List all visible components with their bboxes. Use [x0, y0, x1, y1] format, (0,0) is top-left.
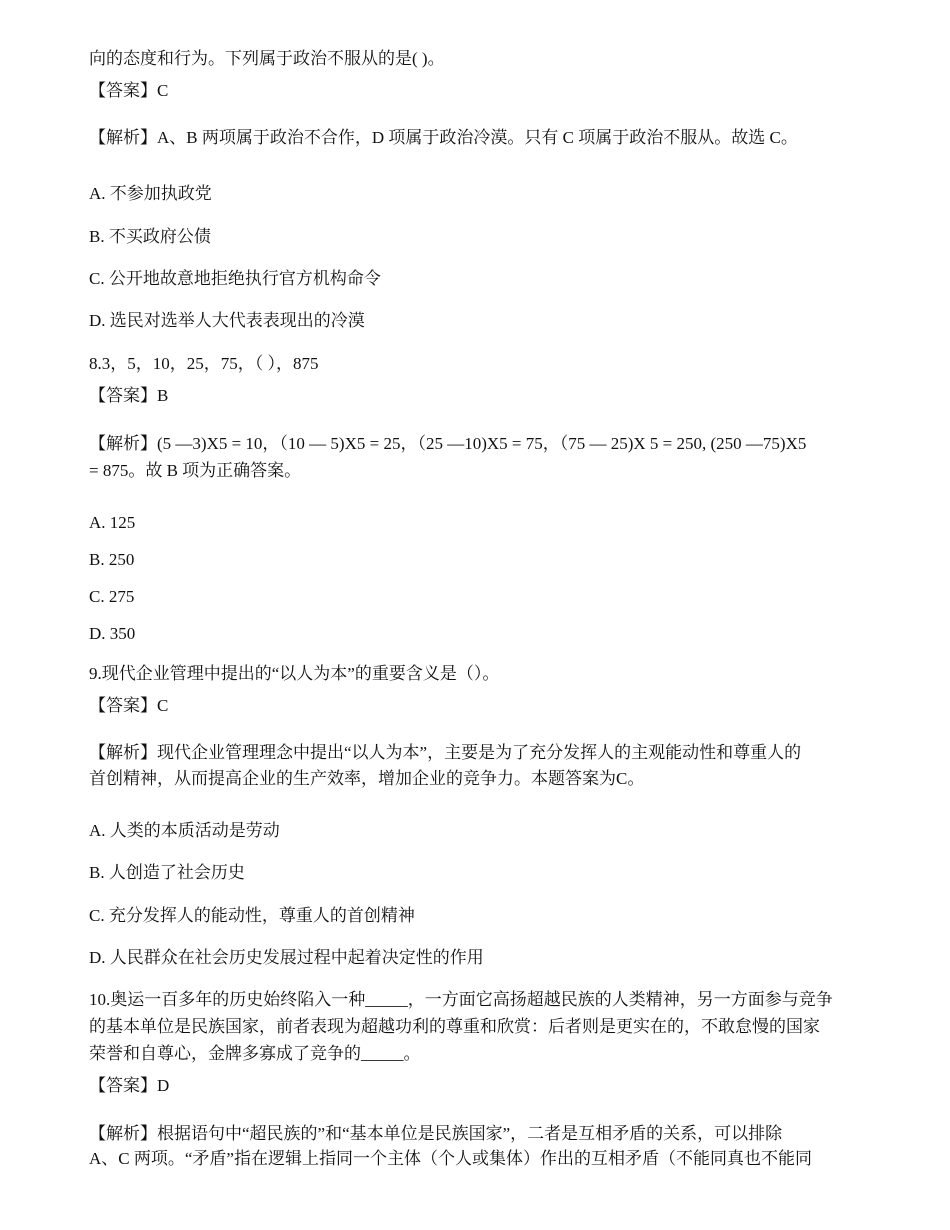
q7-option-c: C. 公开地故意地拒绝执行官方机构命令	[89, 269, 381, 288]
q9-analysis-line1: 【解析】现代企业管理理念中提出“以人为本”，主要是为了充分发挥人的主观能动性和尊重人的	[89, 743, 802, 762]
q7-analysis: 【解析】A、B 两项属于政治不合作，D 项属于政治冷漠。只有 C 项属于政治不服从。故选 C。	[89, 128, 798, 147]
q8-option-d: D. 350	[89, 624, 136, 643]
q9-option-c: C. 充分发挥人的能动性，尊重人的首创精神	[89, 906, 415, 925]
q9-option-d: D. 人民群众在社会历史发展过程中起着决定性的作用	[89, 948, 484, 967]
q10-stem-line3: 荣誉和自尊心，金牌多寡成了竞争的_____。	[89, 1044, 421, 1063]
q8-option-a: A. 125	[89, 513, 136, 532]
q7-option-a: A. 不参加执政党	[89, 184, 212, 203]
q9-option-b: B. 人创造了社会历史	[89, 863, 245, 882]
q7-option-d: D. 选民对选举人大代表表现出的冷漠	[89, 311, 365, 330]
q10-analysis-line1: 【解析】根据语句中“超民族的”和“基本单位是民族国家”，二者是互相矛盾的关系，可以排除	[89, 1124, 783, 1143]
q7-stem-tail: 向的态度和行为。下列属于政治不服从的是( )。	[89, 49, 445, 68]
q9-option-a: A. 人类的本质活动是劳动	[89, 821, 280, 840]
q10-answer: 【答案】D	[89, 1076, 170, 1095]
q9-answer: 【答案】C	[89, 696, 169, 715]
q8-analysis-line2: = 875。故 B 项为正确答案。	[89, 461, 302, 480]
q10-stem-line1: 10.奥运一百多年的历史始终陷入一种_____，一方面它高扬超越民族的人类精神，另一方面参与竞争	[89, 990, 833, 1009]
q10-stem-line2: 的基本单位是民族国家，前者表现为超越功利的尊重和欣赏：后者则是更实在的，不敢怠慢的国家	[89, 1017, 820, 1036]
q8-option-b: B. 250	[89, 550, 135, 569]
q7-option-b: B. 不买政府公债	[89, 227, 211, 246]
q10-analysis-line2: A、C 两项。“矛盾”指在逻辑上指同一个主体（个人或集体）作出的互相矛盾（不能同真也不能同	[89, 1149, 812, 1168]
q8-analysis-line1: 【解析】(5 —3)X5 = 10，（10 — 5)X5 = 25，（25 —10)X5 = 75，（75 — 25)X 5 = 250, (250 —75)X5	[89, 434, 807, 453]
q9-stem: 9.现代企业管理中提出的“以人为本”的重要含义是（）。	[89, 664, 500, 683]
q8-option-c: C. 275	[89, 587, 135, 606]
q9-analysis-line2: 首创精神，从而提高企业的生产效率，增加企业的竞争力。本题答案为C。	[89, 769, 645, 788]
q7-answer: 【答案】C	[89, 81, 169, 100]
q8-answer: 【答案】B	[89, 386, 169, 405]
q8-stem: 8.3，5，10，25，75，（ ），875	[89, 354, 319, 373]
